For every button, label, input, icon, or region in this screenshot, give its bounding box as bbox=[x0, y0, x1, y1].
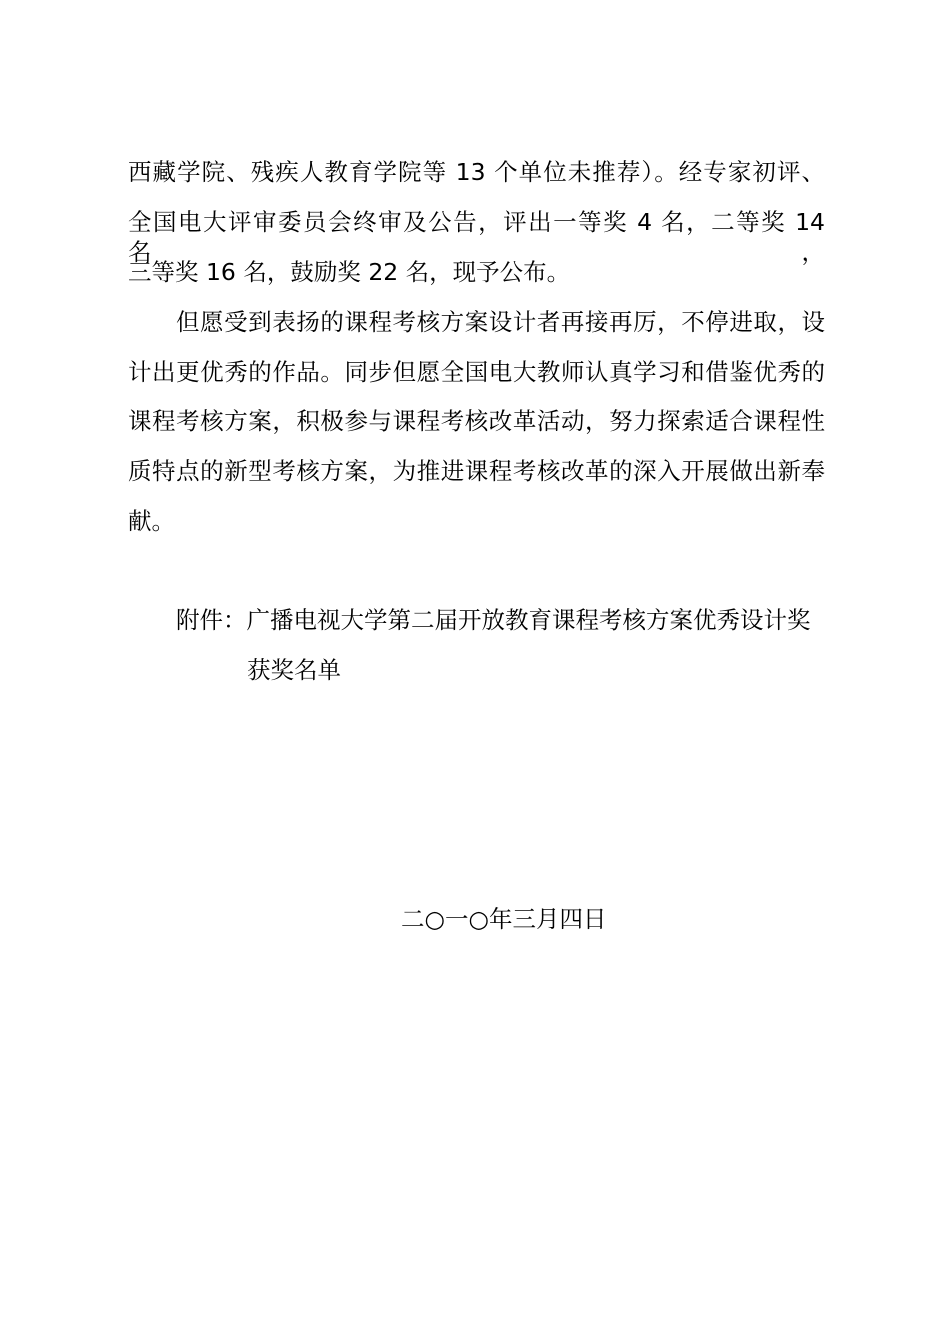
paragraph-1-line-3: 三等奖 16 名，鼓励奖 22 名，现予公布。 bbox=[128, 258, 571, 286]
attachment-line-2: 获奖名单 bbox=[247, 656, 341, 684]
paragraph-1-line-1: 西藏学院、残疾人教育学院等 13 个单位未推荐）。经专家初评、 bbox=[128, 158, 825, 186]
paragraph-2-line-5: 献。 bbox=[128, 507, 175, 535]
paragraph-2-line-4: 质特点的新型考核方案，为推进课程考核改革的深入开展做出新奉 bbox=[128, 457, 825, 485]
document-date: 二○一○年三月四日 bbox=[401, 905, 607, 933]
paragraph-2-line-2: 计出更优秀的作品。同步但愿全国电大教师认真学习和借鉴优秀的 bbox=[128, 358, 825, 386]
paragraph-2-line-1: 但愿受到表扬的课程考核方案设计者再接再厉，不停进取，设 bbox=[176, 308, 825, 336]
paragraph-2-line-3: 课程考核方案，积极参与课程考核改革活动，努力探索适合课程性 bbox=[128, 407, 825, 435]
paragraph-1-line-2: 全国电大评审委员会终审及公告，评出一等奖 4 名，二等奖 14 名， bbox=[128, 208, 825, 266]
attachment-line-1: 附件：广播电视大学第二届开放教育课程考核方案优秀设计奖 bbox=[176, 606, 811, 634]
